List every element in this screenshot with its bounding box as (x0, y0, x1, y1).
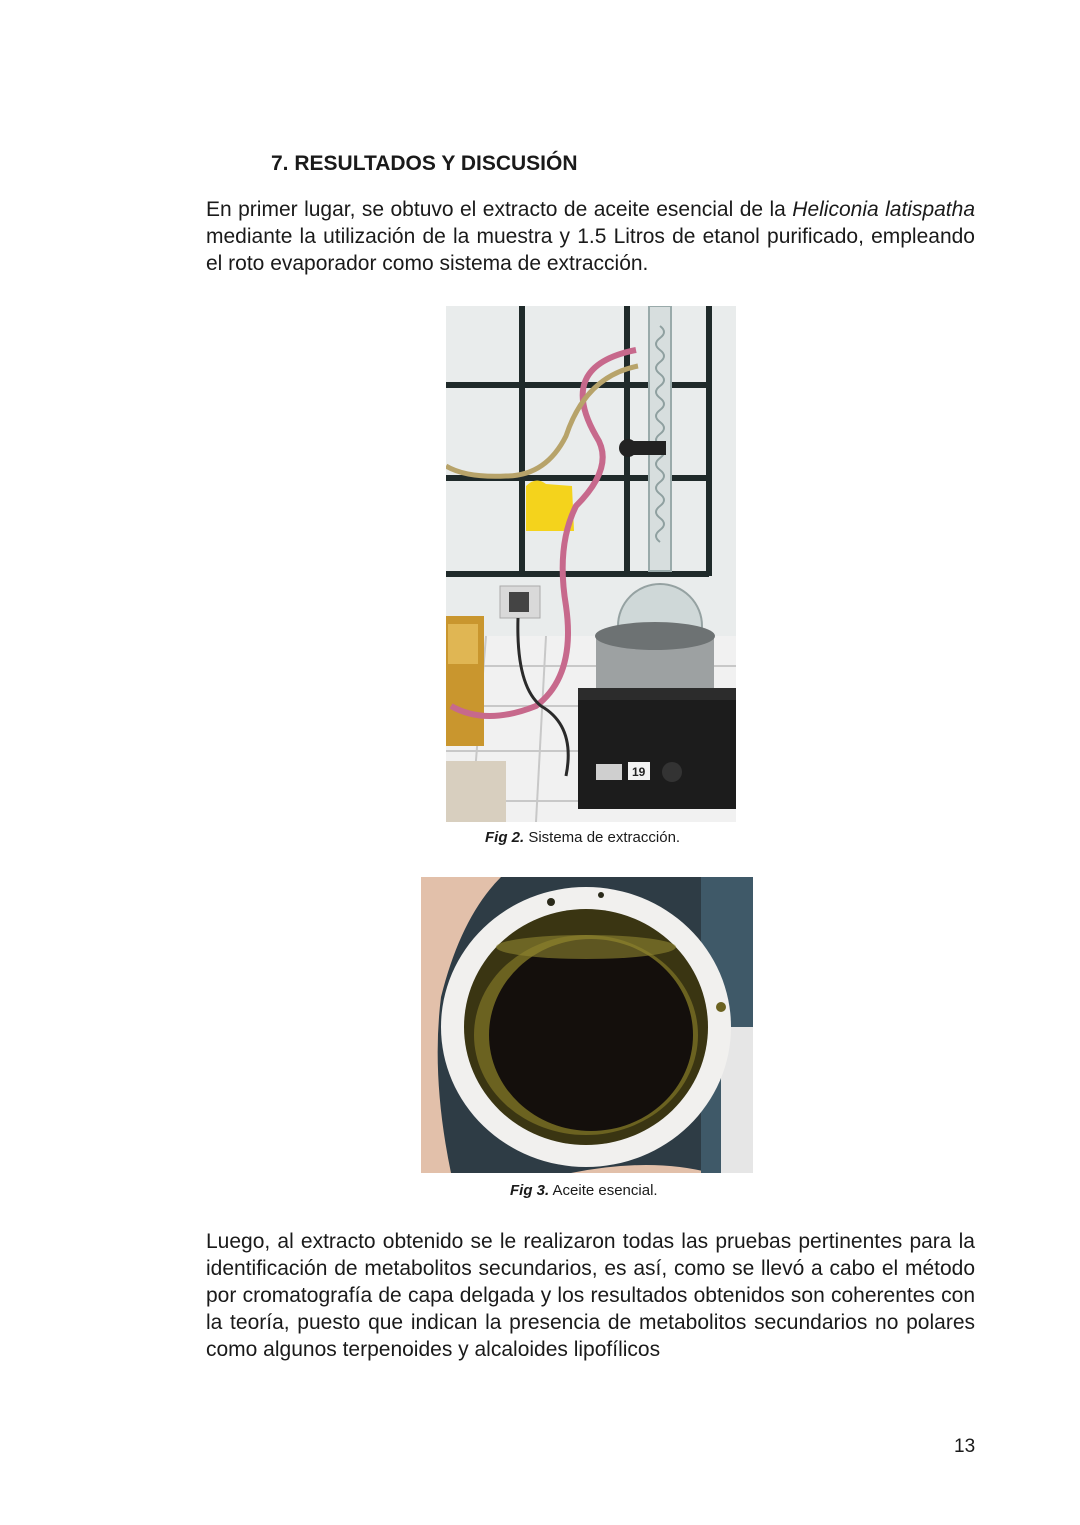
paragraph-results: Luego, al extracto obtenido se le realizaron todas las pruebas pertinentes para la identificación de metabolitos secundarios, es así, como se llevó a cabo el método por cromatografía de capa delgada y los resultados obtenidos son coherentes con la teoría, puesto que indican la presencia de metabolitos secundarios no polares como algunos terpenoides y alcaloides lipofílicos (206, 1230, 975, 1361)
species-name: Heliconia latispatha (792, 198, 975, 221)
figure-3-photo (421, 877, 753, 1173)
page-number: 13 (954, 1436, 976, 1457)
section-heading: 7. RESULTADOS Y DISCUSIÓN (271, 152, 578, 175)
stove-number: 19 (632, 765, 646, 779)
figure-2-photo (446, 306, 736, 822)
paragraph-intro: En primer lugar, se obtuvo el extracto de aceite esencial de la Heliconia latispatha mediante la utilización de la muestra y 1.5 Litros de etanol purificado, empleando el roto evaporador como sistema de extracción. (206, 198, 975, 275)
figure-3-caption: Fig 3. Aceite esencial. (510, 1182, 658, 1199)
figure-2-caption: Fig 2. Sistema de extracción. (485, 829, 681, 846)
